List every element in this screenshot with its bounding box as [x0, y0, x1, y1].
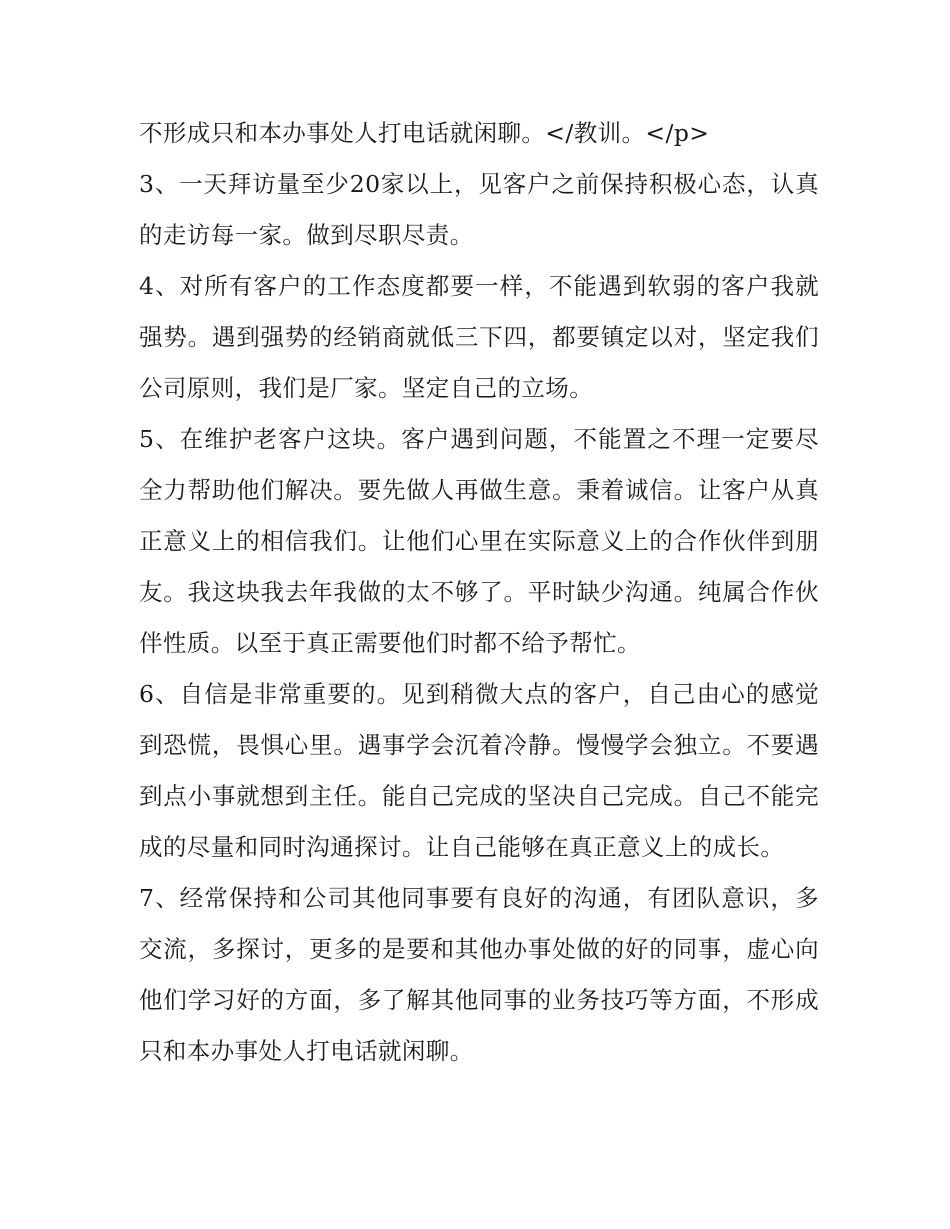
paragraph-item-6: 6、自信是非常重要的。见到稍微大点的客户，自己由心的感觉到恐慌，畏惧心里。遇事学会沉着冷静。慢慢学会独立。不要遇到点小事就想到主任。能自己完成的坚决自己完成。自己不能完成的尽量和同时沟通探讨。让自己能够在真正意义上的成长。	[139, 680, 819, 861]
paragraph-item-5: 5、在维护老客户这块。客户遇到问题，不能置之不理一定要尽全力帮助他们解决。要先做人再做生意。秉着诚信。让客户从真正意义上的相信我们。让他们心里在实际意义上的合作伙伴到朋友。我这块我去年我做的太不够了。平时缺少沟通。纯属合作伙伴性质。以至于真正需要他们时都不给予帮忙。	[139, 425, 819, 657]
document-body	[139, 108, 819, 1077]
paragraph-item-7: 7、经常保持和公司其他同事要有良好的沟通，有团队意识，多交流，多探讨，更多的是要和其他办事处做的好的同事，虚心向他们学习好的方面，多了解其他同事的业务技巧等方面，不形成只和本办事处人打电话就闲聊。	[139, 884, 819, 1065]
paragraph-continuation: 不形成只和本办事处人打电话就闲聊。</教训。</p>	[139, 119, 710, 147]
paragraph-item-4: 4、对所有客户的工作态度都要一样，不能遇到软弱的客户我就强势。遇到强势的经销商就低三下四，都要镇定以对，坚定我们公司原则，我们是厂家。坚定自己的立场。	[139, 272, 819, 402]
paragraph-item-3: 3、一天拜访量至少20家以上，见客户之前保持积极心态，认真的走访每一家。做到尽职尽责。	[139, 170, 819, 249]
